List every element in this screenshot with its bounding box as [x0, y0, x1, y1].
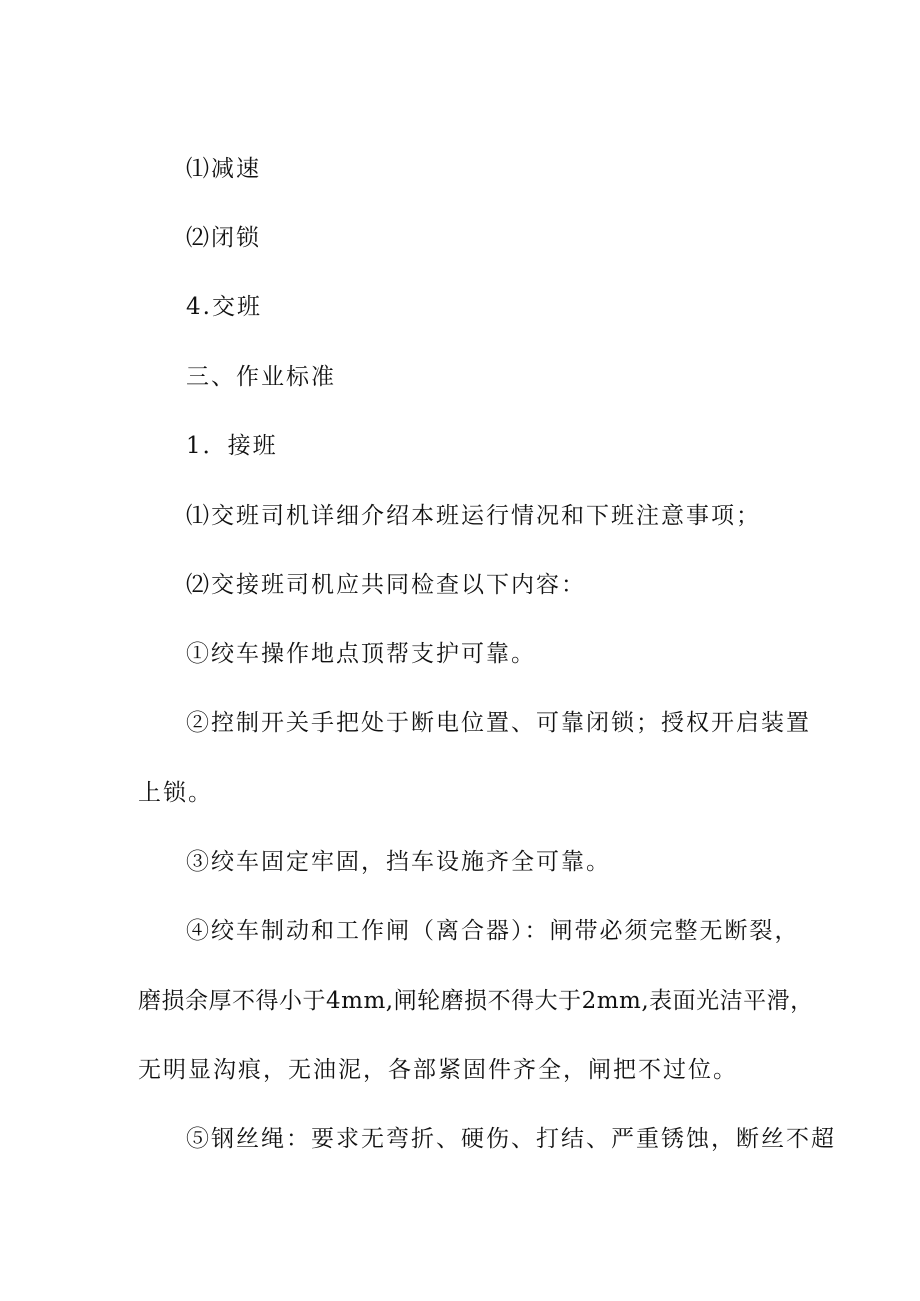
paragraph-line: ⑤钢丝绳：要求无弯折、硬伤、打结、严重锈蚀，断丝不超	[186, 1126, 836, 1152]
paragraph-line: 无明显沟痕，无油泥，各部紧固件齐全，闸把不过位。	[138, 1057, 738, 1083]
paragraph-line: 上锁。	[138, 780, 213, 806]
paragraph-line: 4.交班	[186, 294, 262, 320]
paragraph-line: ④绞车制动和工作闸（离合器）：闸带必须完整无断裂，	[186, 918, 800, 944]
section-heading: 三、作业标准	[186, 364, 336, 390]
paragraph-line: ⑴减速	[186, 156, 261, 182]
paragraph-line: ⑵交接班司机应共同检查以下内容：	[186, 572, 586, 598]
paragraph-line: ②控制开关手把处于断电位置、可靠闭锁；授权开启装置	[186, 710, 811, 736]
paragraph-line: 磨损余厚不得小于4mm,闸轮磨损不得大于2mm,表面光洁平滑，	[138, 988, 814, 1014]
paragraph-line: ⑵闭锁	[186, 225, 261, 251]
subsection-heading: 1．接班	[186, 433, 278, 459]
paragraph-line: ①绞车操作地点顶帮支护可靠。	[186, 641, 536, 667]
paragraph-line: ③绞车固定牢固，挡车设施齐全可靠。	[186, 849, 611, 875]
paragraph-line: ⑴交班司机详细介绍本班运行情况和下班注意事项；	[186, 503, 761, 529]
